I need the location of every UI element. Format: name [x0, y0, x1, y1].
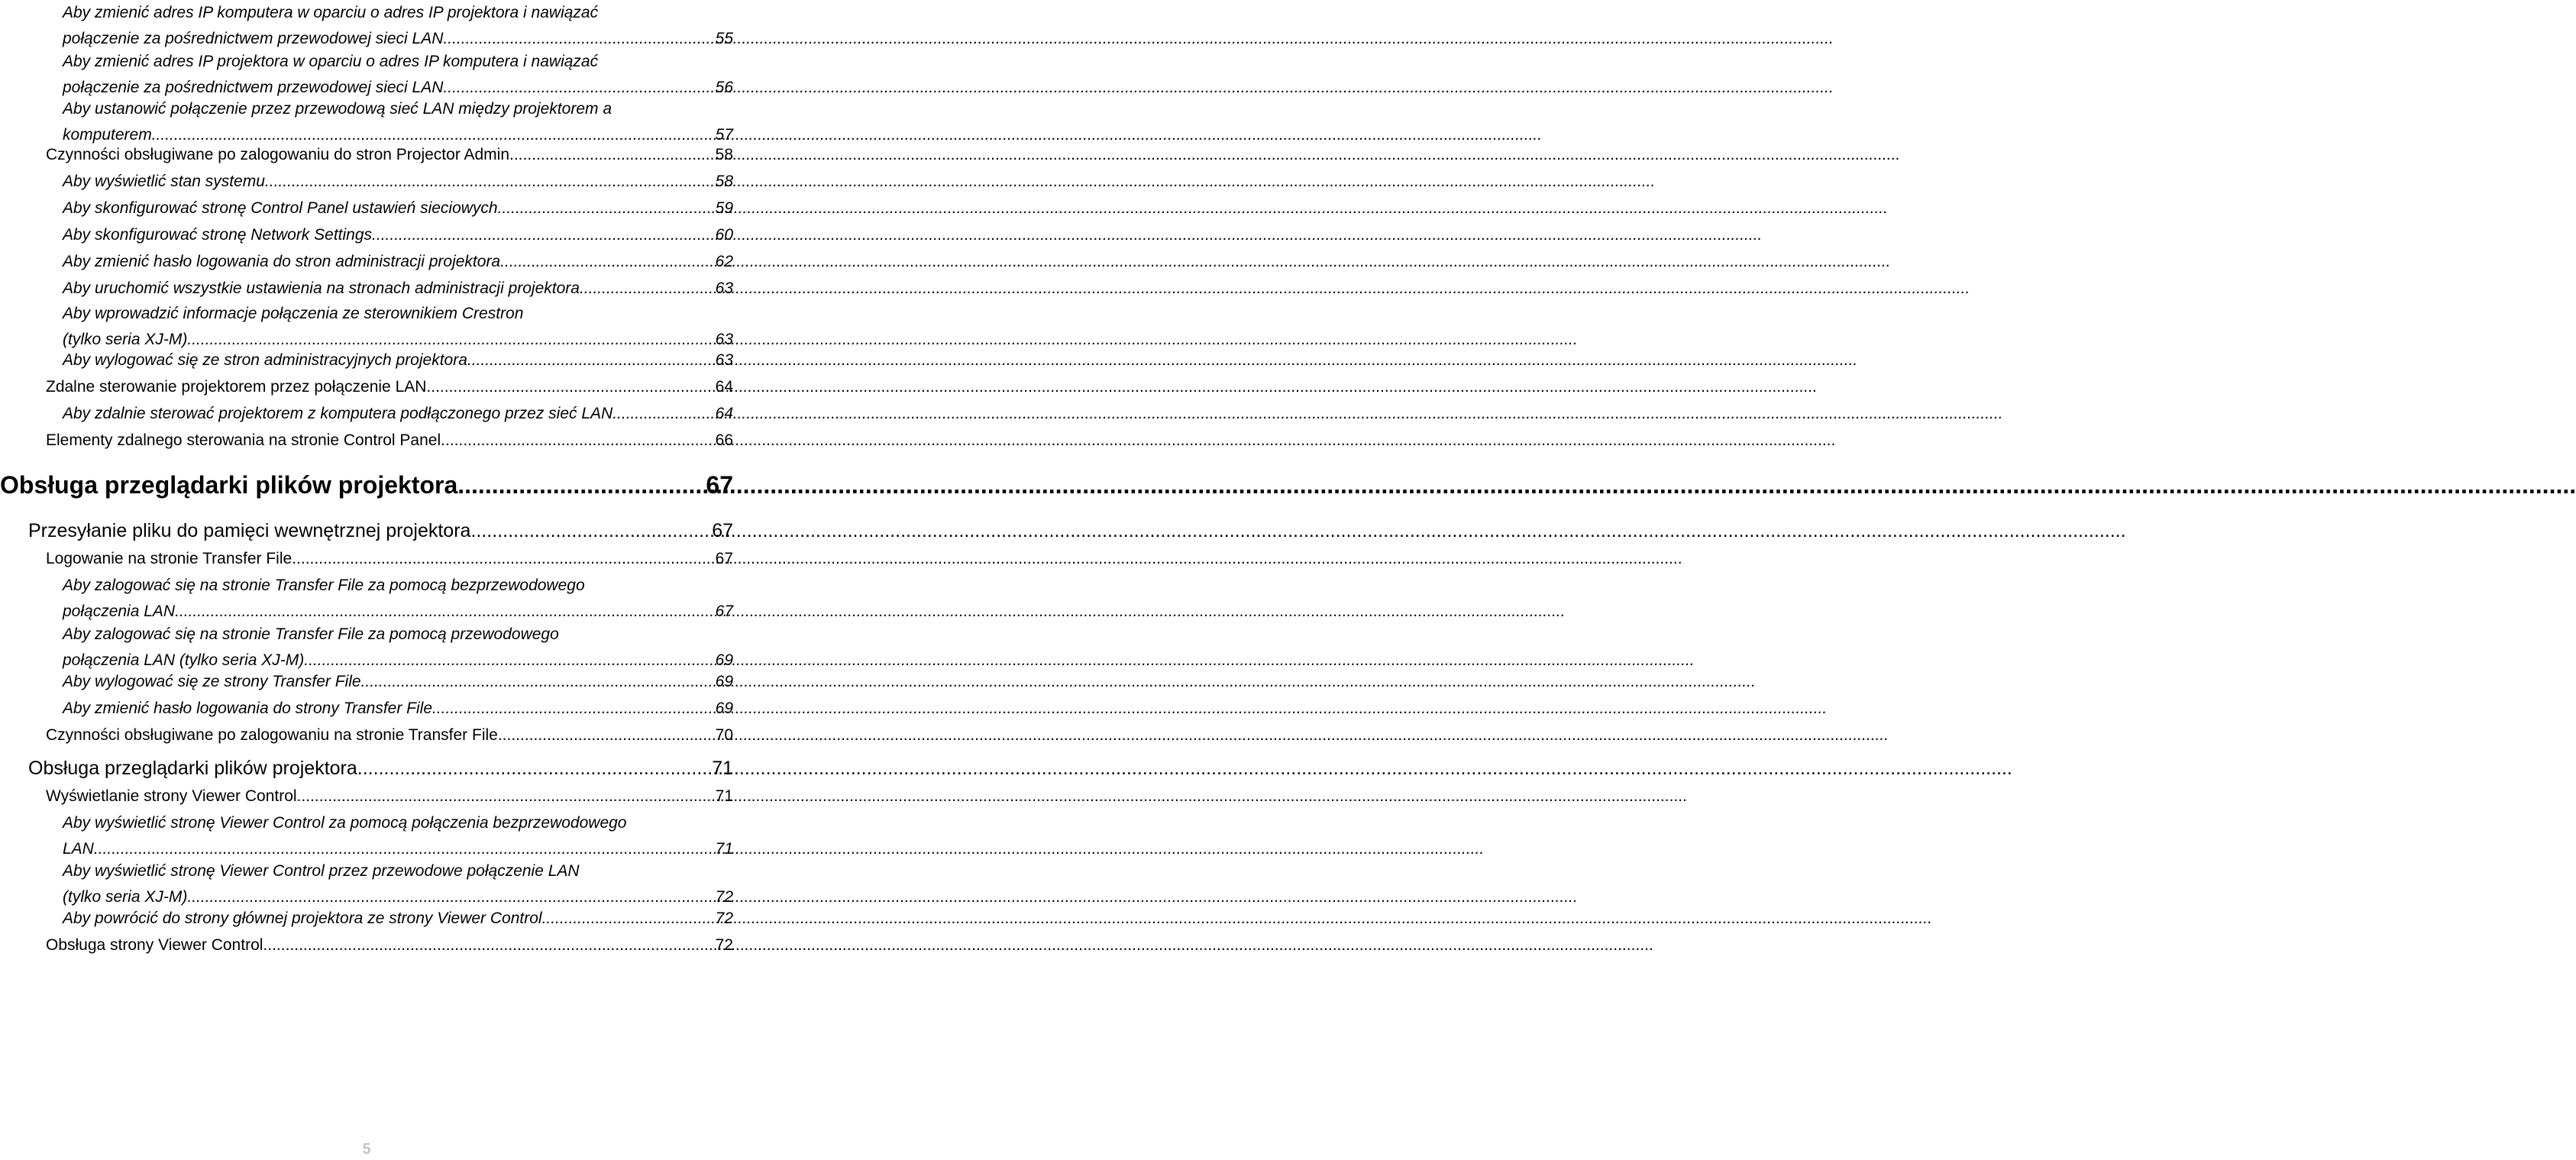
- toc-page-number: 71: [715, 840, 733, 858]
- toc-entry-title: Aby wyświetlić stan systemu: [63, 173, 265, 190]
- dot-leader: [467, 347, 714, 373]
- toc-page-number: 71: [712, 758, 733, 779]
- toc-entry[interactable]: [46, 142, 733, 168]
- toc-entry-title: Obsługa przeglądarki plików projektora: [0, 471, 458, 499]
- toc-page-number: 64: [715, 378, 733, 396]
- toc-entry-title: Aby zalogować się na stronie Transfer File za pomocą bezprzewodowego: [63, 577, 585, 594]
- page-number: 5: [362, 1141, 371, 1158]
- dot-leader: [437, 696, 714, 722]
- toc-page-number: 69: [715, 673, 733, 690]
- toc-entry-title: Aby powrócić do strony głównej projektora ze strony Viewer Control: [63, 910, 542, 927]
- toc-entry[interactable]: [63, 96, 733, 148]
- dot-leader: [498, 722, 714, 748]
- toc-page-number: 57: [715, 126, 733, 144]
- dot-leader: [457, 466, 703, 504]
- dot-leader: [292, 546, 713, 572]
- toc-page-number: 69: [715, 700, 733, 717]
- toc-page-number: 67: [706, 471, 733, 499]
- toc-page-number: 63: [715, 351, 733, 369]
- toc-page-number: 67: [715, 603, 733, 620]
- dot-leader: [470, 515, 710, 546]
- toc-entry-title: Aby zmienić adres IP komputera w oparciu o adres IP projektora i nawiązać: [63, 4, 599, 21]
- toc-page-number: 59: [715, 199, 733, 217]
- toc-entry[interactable]: [63, 222, 733, 248]
- toc-page-number: 63: [715, 331, 733, 348]
- toc-entry[interactable]: [63, 669, 733, 695]
- toc-page-number: 66: [715, 431, 733, 449]
- toc-entry-title: Aby zmienić hasło logowania do stron administracji projektora: [63, 253, 501, 270]
- toc-entry[interactable]: [0, 466, 733, 504]
- toc-page-number: 62: [715, 253, 733, 270]
- toc-page-number: 70: [715, 726, 733, 744]
- toc-entry-title: połączenia LAN: [63, 603, 176, 620]
- toc-entry-title: Aby uruchomić wszystkie ustawienia na stronach administracji projektora: [63, 279, 580, 297]
- toc-page-number: 72: [715, 936, 733, 954]
- toc-entry[interactable]: [63, 906, 733, 932]
- toc-entry-title: Czynności obsługiwane po zalogowaniu do stron Projector Admin: [46, 146, 510, 163]
- dot-leader: [426, 374, 713, 400]
- toc-entry-title: Obsługa przeglądarki plików projektora: [28, 758, 357, 779]
- toc-page-number: 72: [715, 888, 733, 906]
- dot-leader: [263, 932, 713, 958]
- dot-leader: [365, 669, 713, 695]
- toc-entry-title: Aby zalogować się na stronie Transfer File za pomocą przewodowego: [63, 625, 559, 643]
- toc-entry[interactable]: [63, 810, 733, 862]
- toc-entry-title: Aby wylogować się ze strony Transfer File.: [63, 673, 366, 690]
- dot-leader: [612, 401, 713, 427]
- dot-leader: [265, 169, 714, 195]
- toc-entry[interactable]: [63, 49, 733, 101]
- toc-entry-title: Aby wyświetlić stronę Viewer Control za pomocą połączenia bezprzewodowego: [63, 814, 627, 832]
- toc-entry-title: połączenia LAN (tylko seria XJ-M): [63, 651, 305, 669]
- toc-page-number: 71: [715, 787, 733, 805]
- toc-entry[interactable]: [28, 753, 733, 784]
- toc-entry[interactable]: [63, 0, 733, 52]
- toc-entry-title: Aby zmienić adres IP projektora w oparciu o adres IP komputera i nawiązać: [63, 53, 599, 70]
- toc-page-number: 55: [715, 30, 733, 47]
- toc-entry[interactable]: [63, 301, 733, 353]
- toc-entry-title: (tylko seria XJ-M): [63, 331, 188, 348]
- toc-entry[interactable]: [63, 696, 733, 722]
- toc-entry-title: Zdalne sterowanie projektorem przez połączenie LAN: [46, 378, 427, 396]
- toc-entry[interactable]: [63, 276, 733, 302]
- toc-entry-title: Aby wylogować się ze stron administracyjnych projektora: [63, 351, 467, 369]
- toc-entry[interactable]: [63, 622, 733, 674]
- toc-page-number: 58: [715, 146, 733, 163]
- toc-entry-title: Przesyłanie pliku do pamięci wewnętrznej projektora: [28, 520, 471, 541]
- toc-entry[interactable]: [63, 195, 733, 221]
- toc-page-number: 69: [715, 651, 733, 669]
- toc-page-number: 63: [715, 279, 733, 297]
- dot-leader: [372, 222, 714, 248]
- toc-entry[interactable]: [63, 347, 733, 373]
- toc-entry-title: LAN: [63, 840, 94, 858]
- toc-entry[interactable]: [63, 249, 733, 275]
- toc-page-number: 58: [715, 173, 733, 190]
- toc-entry-title: Wyświetlanie strony Viewer Control: [46, 787, 297, 805]
- toc-entry-title: (tylko seria XJ-M): [63, 888, 188, 906]
- dot-leader: [175, 599, 714, 625]
- toc-entry[interactable]: [63, 573, 733, 625]
- dot-leader: [357, 753, 710, 784]
- toc-entry[interactable]: [46, 546, 733, 572]
- dot-leader: [445, 428, 714, 454]
- dot-leader: [443, 26, 713, 52]
- toc-entry[interactable]: [46, 932, 733, 958]
- dot-leader: [542, 906, 714, 932]
- toc-entry[interactable]: [63, 858, 733, 910]
- toc-page-number: 64: [715, 405, 733, 422]
- toc-page-number: 60: [715, 226, 733, 244]
- toc-entry[interactable]: [28, 515, 733, 546]
- toc-entry-title: komputerem: [63, 126, 152, 144]
- toc-page-number: 67: [715, 550, 733, 567]
- dot-leader: [509, 142, 714, 168]
- toc-entry-title: Aby skonfigurować stronę Network Settings: [63, 226, 373, 244]
- dot-leader: [500, 249, 714, 275]
- toc-entry-title: połączenie za pośrednictwem przewodowej sieci LAN: [63, 79, 444, 96]
- toc-entry[interactable]: [46, 428, 733, 454]
- toc-entry[interactable]: [46, 374, 733, 400]
- toc-entry[interactable]: [46, 784, 733, 809]
- toc-entry[interactable]: [63, 401, 733, 427]
- toc-page-number: 56: [715, 79, 733, 96]
- toc-entry-title: Aby skonfigurować stronę Control Panel ustawień sieciowych: [63, 199, 498, 217]
- toc-entry-title: Logowanie na stronie Transfer File: [46, 550, 293, 567]
- toc-entry-title: połączenie za pośrednictwem przewodowej sieci LAN: [63, 30, 444, 47]
- toc-entry-title: Aby ustanowić połączenie przez przewodową sieć LAN między projektorem a: [63, 100, 612, 118]
- toc-entry-title: Aby wyświetlić stronę Viewer Control przez przewodowe połączenie LAN: [63, 862, 580, 880]
- dot-leader: [498, 195, 714, 221]
- toc-entry-title: Obsługa strony Viewer Control: [46, 936, 263, 954]
- toc-entry-title: Aby zdalnie sterować projektorem z komputera podłączonego przez sieć LAN: [63, 405, 613, 422]
- toc-page-number: 72: [715, 910, 733, 927]
- toc-entry[interactable]: [63, 169, 733, 195]
- toc-page-number: 67: [712, 520, 733, 541]
- toc-entry-title: Aby zmienić hasło logowania do strony Transfer File.: [63, 700, 437, 717]
- dot-leader: [580, 276, 714, 302]
- toc-entry-title: Czynności obsługiwane po zalogowaniu na stronie Transfer File: [46, 726, 498, 744]
- toc-entry-title: Aby wprowadzić informacje połączenia ze sterownikiem Crestron: [63, 305, 524, 322]
- toc-entry-title: Elementy zdalnego sterowania na stronie Control Panel.: [46, 431, 445, 449]
- dot-leader: [297, 784, 714, 809]
- toc-entry[interactable]: [46, 722, 733, 748]
